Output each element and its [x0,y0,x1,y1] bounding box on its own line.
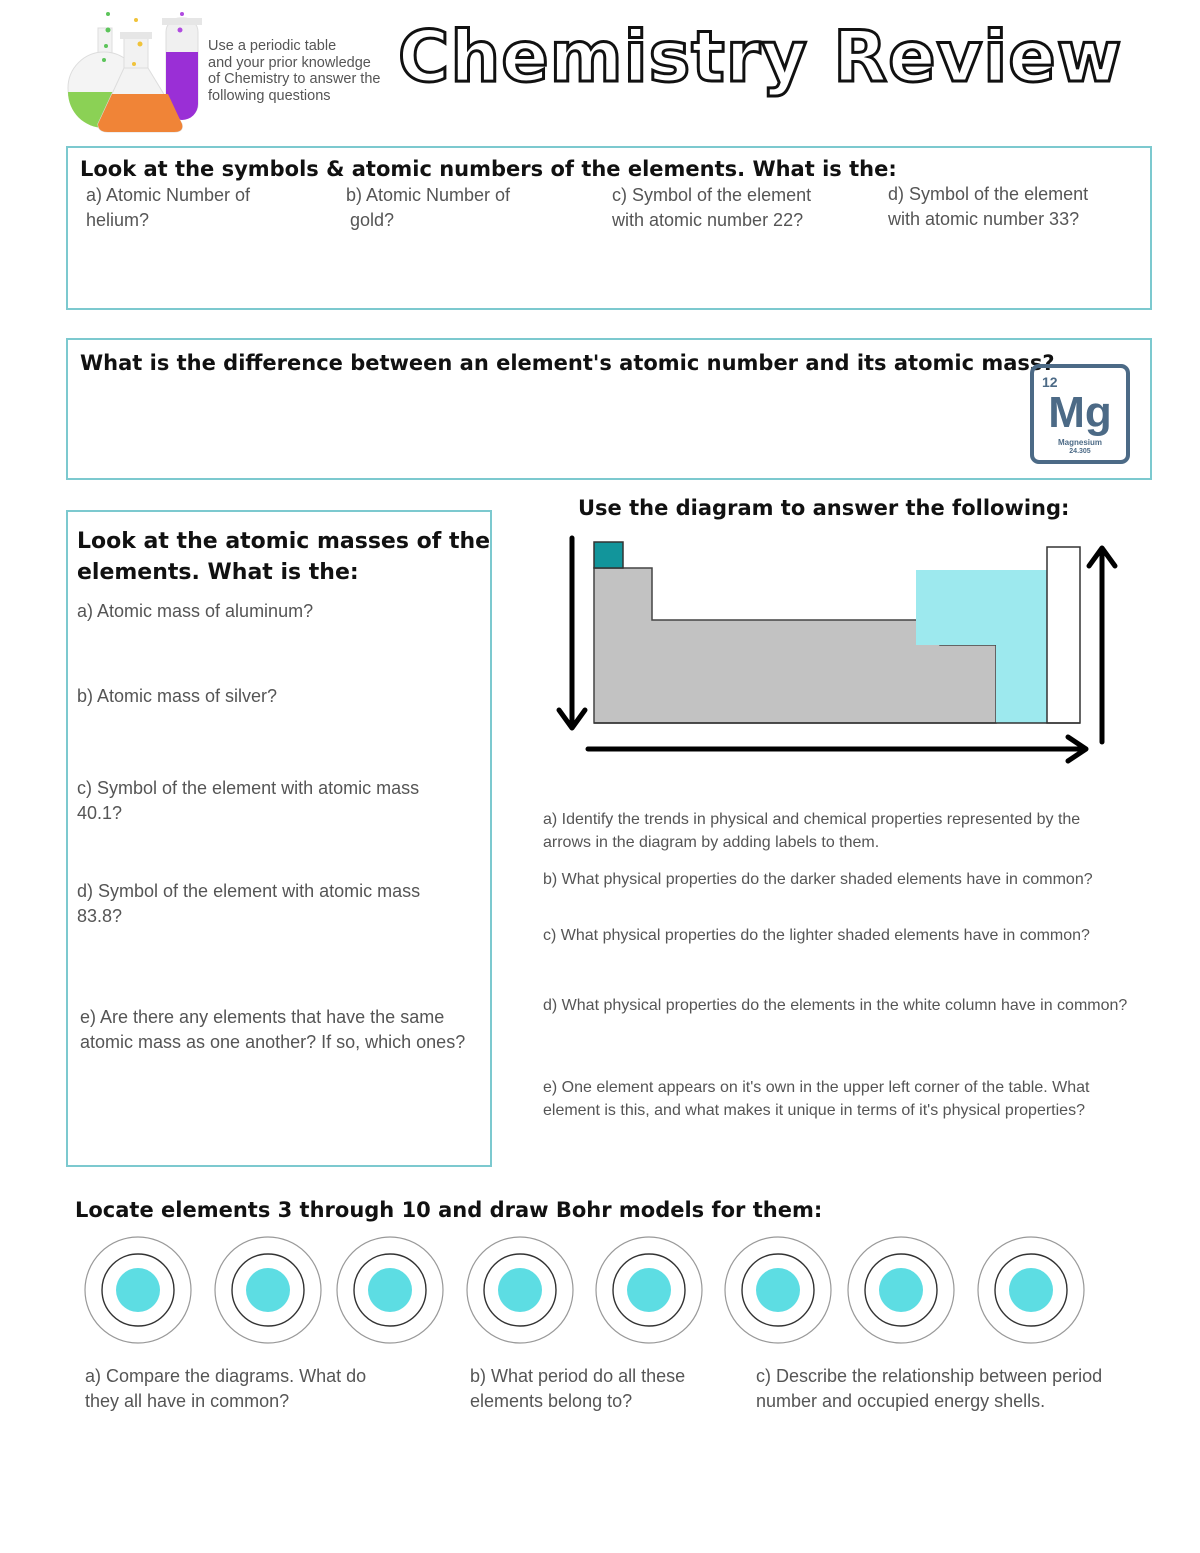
up-arrow [1089,548,1115,742]
question-4d: d) What physical properties do the elements in the white column have in common? [543,997,1128,1014]
nucleus [1009,1268,1053,1312]
bohr-model-4 [466,1236,574,1344]
question-5a: a) Compare the diagrams. What do they all have in common? [85,1366,367,1411]
bohr-model-6 [724,1236,832,1344]
question-4e: e) One element appears on it's own in the upper left corner of the table. What element is this, and what makes it unique in terms of it's physical properties? [543,1079,1090,1119]
nucleus [756,1268,800,1312]
question-5b: b) What period do all these elements belong to? [470,1366,686,1411]
nucleus [368,1268,412,1312]
nucleus [627,1268,671,1312]
bohr-model-1 [84,1236,192,1344]
question-3e: e) Are there any elements that have the same atomic mass as one another? If so, which ones? [80,1007,466,1052]
bohr-model-2 [214,1236,322,1344]
nucleus [246,1268,290,1312]
question-5c: c) Describe the relationship between period number and occupied energy shells. [756,1366,1103,1411]
question-1c: c) Symbol of the element with atomic number 22? [612,185,812,230]
nonmetals-upper [916,570,1047,645]
bohr-heading: Locate elements 3 through 10 and draw Bohr models for them: [75,1198,823,1222]
question-1b: b) Atomic Number of gold? [346,185,511,230]
bohr-model-3 [336,1236,444,1344]
nucleus [879,1268,923,1312]
periodic-table-diagram [550,530,1130,770]
atomic-mass-heading: Look at the atomic masses of the elements. What is the: [77,529,491,585]
noble-gas-column [1047,547,1080,723]
element-tile-symbol: Mg [1048,388,1112,437]
bohr-model-8 [977,1236,1085,1344]
question-4a: a) Identify the trends in physical and chemical properties represented by the arrows in the diagram by adding labels to them. [543,811,1081,851]
question-4b: b) What physical properties do the darker shaded elements have in common? [543,871,1093,888]
element-tile-name: Magnesium [1057,438,1102,447]
question-3d: d) Symbol of the element with atomic mass 83.8? [77,881,421,926]
element-tile-number: 12 [1042,374,1058,390]
question-3c: c) Symbol of the element with atomic mass 40.1? [77,778,420,823]
question-1a: a) Atomic Number of helium? [86,185,251,230]
question-4c: c) What physical properties do the lighter shaded elements have in common? [543,927,1090,944]
difference-heading: What is the difference between an element's atomic number and its atomic mass? [80,351,1055,375]
atomic-number-heading: Look at the symbols & atomic numbers of the elements. What is the: [80,157,897,181]
nucleus [498,1268,542,1312]
down-arrow [559,538,585,728]
nucleus [116,1268,160,1312]
element-tile-mass: 24.305 [1069,448,1091,455]
question-3a: a) Atomic mass of aluminum? [77,601,314,621]
flasks-illustration [64,8,204,134]
element-tile-mg [1030,364,1130,464]
intro-text: Use a periodic table and your prior knowledge of Chemistry to answer the following questions [208,38,381,104]
page-title: Chemistry Review [398,16,1123,98]
hydrogen-cell [594,542,623,568]
diagram-heading: Use the diagram to answer the following: [578,496,1070,520]
nonmetals-lower [996,645,1047,723]
question-1d: d) Symbol of the element with atomic number 33? [888,184,1089,229]
question-3b: b) Atomic mass of silver? [77,686,278,706]
right-arrow [588,737,1086,761]
bohr-model-7 [847,1236,955,1344]
bohr-model-5 [595,1236,703,1344]
